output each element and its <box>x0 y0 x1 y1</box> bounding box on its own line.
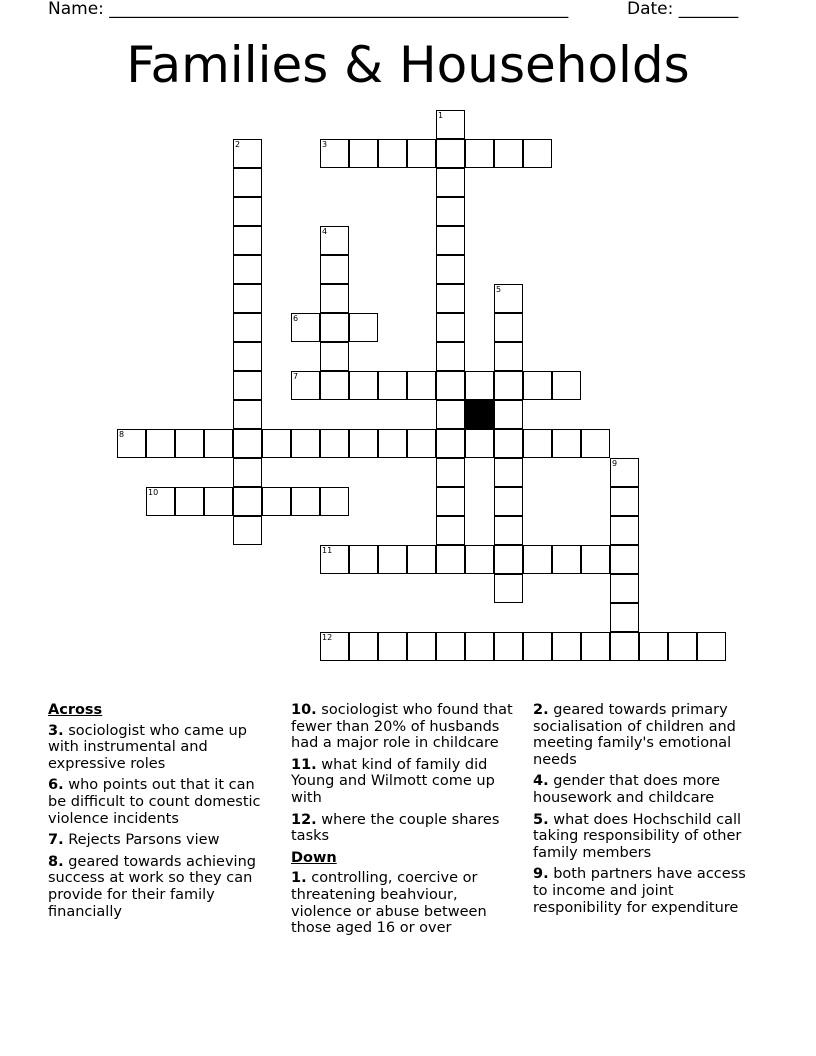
grid-cell[interactable] <box>581 545 610 574</box>
clue-number: 10 <box>148 488 159 497</box>
grid-cell[interactable] <box>523 429 552 458</box>
date-field[interactable]: Date: _______ <box>627 0 739 19</box>
grid-cell[interactable] <box>523 632 552 661</box>
grid-cell[interactable] <box>175 487 204 516</box>
grid-cell[interactable] <box>552 545 581 574</box>
grid-cell[interactable] <box>407 429 436 458</box>
grid-cell[interactable] <box>233 516 262 545</box>
grid-cell[interactable] <box>494 371 523 400</box>
grid-cell[interactable] <box>668 632 697 661</box>
grid-cell[interactable] <box>523 371 552 400</box>
clues-column-3 <box>533 702 761 921</box>
grid-cell[interactable] <box>436 313 465 342</box>
page-title: Families & Households <box>126 36 690 94</box>
grid-cell[interactable] <box>233 226 262 255</box>
grid-cell[interactable] <box>320 429 349 458</box>
clue-number: 11 <box>322 546 333 555</box>
grid-cell[interactable] <box>494 429 523 458</box>
grid-cell[interactable] <box>494 139 523 168</box>
grid-cell[interactable] <box>465 139 494 168</box>
grid-cell[interactable] <box>349 429 378 458</box>
grid-cell[interactable] <box>117 429 146 458</box>
grid-cell[interactable] <box>204 487 233 516</box>
grid-cell[interactable] <box>436 458 465 487</box>
grid-cell[interactable] <box>233 487 262 516</box>
grid-cell[interactable] <box>407 371 436 400</box>
grid-cell[interactable] <box>494 516 523 545</box>
across-heading: Across <box>48 702 103 718</box>
grid-cell[interactable] <box>320 342 349 371</box>
grid-cell[interactable] <box>349 371 378 400</box>
grid-cell[interactable] <box>233 284 262 313</box>
down-heading: Down <box>291 849 337 866</box>
grid-cell[interactable] <box>291 313 320 342</box>
grid-cell[interactable] <box>610 487 639 516</box>
grid-cell[interactable] <box>436 139 465 168</box>
grid-cell[interactable] <box>320 255 349 284</box>
grid-cell[interactable] <box>494 632 523 661</box>
grid-cell[interactable] <box>494 574 523 603</box>
grid-cell[interactable] <box>320 226 349 255</box>
grid-cell[interactable] <box>233 168 262 197</box>
grid-cell[interactable] <box>494 458 523 487</box>
grid-cell[interactable] <box>436 342 465 371</box>
clues-column-1 <box>48 702 273 925</box>
clue-number: 2 <box>235 140 241 149</box>
grid-cell[interactable] <box>494 342 523 371</box>
grid-cell[interactable] <box>262 487 291 516</box>
clue-number: 3 <box>322 140 328 149</box>
grid-cell[interactable] <box>320 313 349 342</box>
grid-cell[interactable] <box>378 371 407 400</box>
grid-cell[interactable] <box>436 284 465 313</box>
clue-across-10: 10. sociologist who found that fewer than 20% of husbands had a major role in childcare <box>291 702 513 752</box>
grid-cell[interactable] <box>320 139 349 168</box>
clue-number: 7 <box>293 372 299 381</box>
grid-cell[interactable] <box>436 429 465 458</box>
grid-cell[interactable] <box>378 139 407 168</box>
clues-column-2 <box>291 702 519 942</box>
clue-number: 12 <box>322 633 333 642</box>
grid-cell[interactable] <box>697 632 726 661</box>
grid-cell[interactable] <box>465 545 494 574</box>
grid-cell[interactable] <box>291 429 320 458</box>
grid-cell[interactable] <box>465 632 494 661</box>
grid-cell[interactable] <box>233 400 262 429</box>
grid-cell[interactable] <box>610 458 639 487</box>
grid-cell[interactable] <box>639 632 668 661</box>
grid-cell[interactable] <box>552 632 581 661</box>
grid-cell[interactable] <box>349 313 378 342</box>
grid-cell[interactable] <box>436 632 465 661</box>
grid-cell[interactable] <box>233 197 262 226</box>
grid-cell[interactable] <box>494 400 523 429</box>
grid-cell[interactable] <box>320 371 349 400</box>
grid-cell[interactable] <box>436 226 465 255</box>
clue-number: 5 <box>496 285 502 294</box>
grid-cell[interactable] <box>436 110 465 139</box>
grid-cell[interactable] <box>494 545 523 574</box>
grid-cell[interactable] <box>494 284 523 313</box>
grid-cell[interactable] <box>523 545 552 574</box>
grid-cell[interactable] <box>378 545 407 574</box>
grid-cell[interactable] <box>233 458 262 487</box>
grid-cell[interactable] <box>291 371 320 400</box>
grid-cell[interactable] <box>233 429 262 458</box>
clue-down-9: 9. both partners have access to income and joint responibility for expenditure <box>533 866 746 916</box>
grid-cell[interactable] <box>552 371 581 400</box>
grid-cell[interactable] <box>465 429 494 458</box>
clue-number: 6 <box>293 314 299 323</box>
clue-across-12: 12. where the couple shares tasks <box>291 811 500 845</box>
grid-cell[interactable] <box>233 371 262 400</box>
grid-cell[interactable] <box>494 487 523 516</box>
grid-cell[interactable] <box>436 255 465 284</box>
grid-cell[interactable] <box>349 139 378 168</box>
grid-cell[interactable] <box>610 574 639 603</box>
grid-cell[interactable] <box>349 545 378 574</box>
clue-down-2: 2. geared towards primary socialisation of children and meeting family's emotional needs <box>533 702 736 768</box>
grid-cell[interactable] <box>465 371 494 400</box>
grid-cell[interactable] <box>610 632 639 661</box>
clue-down-1: 1. controlling, coercive or threatening beahviour, violence or abuse between those aged 16 or over <box>291 870 487 937</box>
grid-cell[interactable] <box>320 632 349 661</box>
grid-cell[interactable] <box>233 313 262 342</box>
grid-cell[interactable] <box>378 632 407 661</box>
grid-cell[interactable] <box>581 632 610 661</box>
grid-cell[interactable] <box>581 429 610 458</box>
grid-cell[interactable] <box>494 313 523 342</box>
clue-across-3: 3. sociologist who came up with instrumental and expressive roles <box>48 722 247 772</box>
grid-cell[interactable] <box>436 168 465 197</box>
grid-cell[interactable] <box>204 429 233 458</box>
clue-across-7: 7. Rejects Parsons view <box>48 832 220 849</box>
grid-cell[interactable] <box>610 516 639 545</box>
grid-cell[interactable] <box>378 429 407 458</box>
grid-cell[interactable] <box>349 632 378 661</box>
clue-number: 9 <box>612 459 618 468</box>
grid-cell[interactable] <box>436 197 465 226</box>
grid-cell[interactable] <box>407 139 436 168</box>
grid-cell[interactable] <box>610 603 639 632</box>
clue-across-11: 11. what kind of family did Young and Wilmott come up with <box>291 756 495 806</box>
grid-cell[interactable] <box>233 255 262 284</box>
clue-down-4: 4. gender that does more housework and childcare <box>533 773 721 806</box>
clue-number: 4 <box>322 227 328 236</box>
grid-block <box>465 400 494 429</box>
grid-cell[interactable] <box>233 139 262 168</box>
grid-cell[interactable] <box>320 545 349 574</box>
grid-cell[interactable] <box>610 545 639 574</box>
grid-cell[interactable] <box>436 487 465 516</box>
grid-cell[interactable] <box>436 371 465 400</box>
grid-cell[interactable] <box>320 284 349 313</box>
grid-cell[interactable] <box>436 516 465 545</box>
grid-cell[interactable] <box>552 429 581 458</box>
grid-cell[interactable] <box>407 632 436 661</box>
clue-down-5: 5. what does Hochschild call taking responsibility of other family members <box>533 811 742 861</box>
grid-cell[interactable] <box>175 429 204 458</box>
grid-cell[interactable] <box>146 429 175 458</box>
clue-number: 8 <box>119 430 125 439</box>
grid-cell[interactable] <box>320 487 349 516</box>
grid-cell[interactable] <box>291 487 320 516</box>
grid-cell[interactable] <box>436 545 465 574</box>
grid-cell[interactable] <box>523 139 552 168</box>
grid-cell[interactable] <box>436 400 465 429</box>
grid-cell[interactable] <box>262 429 291 458</box>
clue-across-8: 8. geared towards achieving success at work so they can provide for their family financially <box>48 853 256 920</box>
grid-cell[interactable] <box>233 342 262 371</box>
grid-cell[interactable] <box>146 487 175 516</box>
name-field[interactable]: Name: ______________________________________________________ <box>48 0 569 19</box>
grid-cell[interactable] <box>407 545 436 574</box>
clue-number: 1 <box>438 111 444 120</box>
clue-across-6: 6. who points out that it can be difficult to count domestic violence incidents <box>48 777 261 827</box>
